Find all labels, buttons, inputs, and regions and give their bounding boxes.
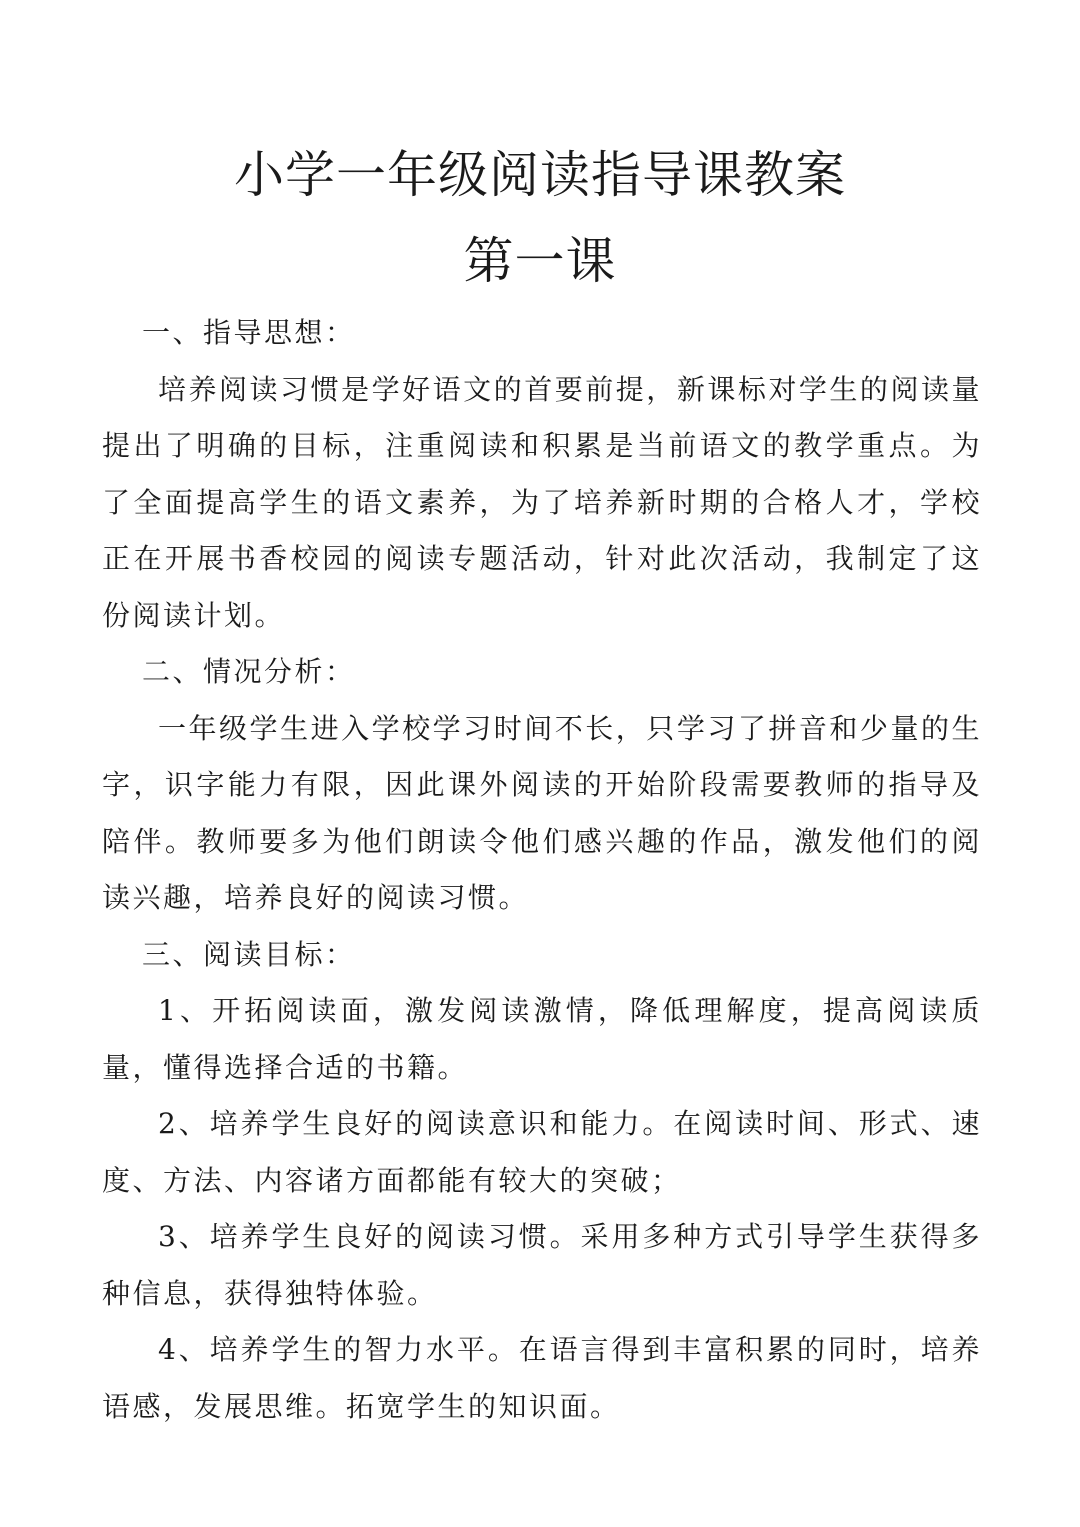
section-heading-reading-goals: 三、阅读目标： (142, 937, 356, 971)
paragraph-situation-analysis: 一年级学生进入学校学习时间不长，只学习了拼音和少量的生字，识字能力有限，因此课外阅读的开始阶段需要教师的指导及陪伴。教师要多为他们朗读令他们感兴趣的作品，激发他们的阅读兴趣，培养良好的阅读习惯。 (102, 711, 982, 914)
section-heading-guiding-thought: 一、指导思想： (142, 316, 356, 349)
document-title: 小学一年级阅读指导课教案 (234, 146, 846, 204)
paragraph-guiding-thought: 培养阅读习惯是学好语文的首要前提，新课标对学生的阅读量提出了明确的目标，注重阅读和积累是当前语文的教学重点。为了全面提高学生的语文素养，为了培养新时期的合格人才，学校正在开展书香校园的阅读专题活动，针对此次活动，我制定了这份阅读计划。 (102, 372, 982, 632)
goal-item-1: 1、开拓阅读面，激发阅读激情，降低理解度，提高阅读质量，懂得选择合适的书籍。 (102, 994, 982, 1084)
document-body (102, 305, 982, 1435)
lesson-subtitle: 第一课 (463, 232, 617, 290)
section-heading-situation-analysis: 二、情况分析： (142, 655, 356, 688)
goal-item-3: 3、培养学生良好的阅读习惯。采用多种方式引导学生获得多种信息，获得独特体验。 (102, 1220, 982, 1310)
goal-item-4: 4、培养学生的智力水平。在语言得到丰富积累的同时，培养语感，发展思维。拓宽学生的知识面。 (102, 1333, 982, 1423)
goal-item-2: 2、培养学生良好的阅读意识和能力。在阅读时间、形式、速度、方法、内容诸方面都能有较大的突破； (102, 1107, 982, 1197)
